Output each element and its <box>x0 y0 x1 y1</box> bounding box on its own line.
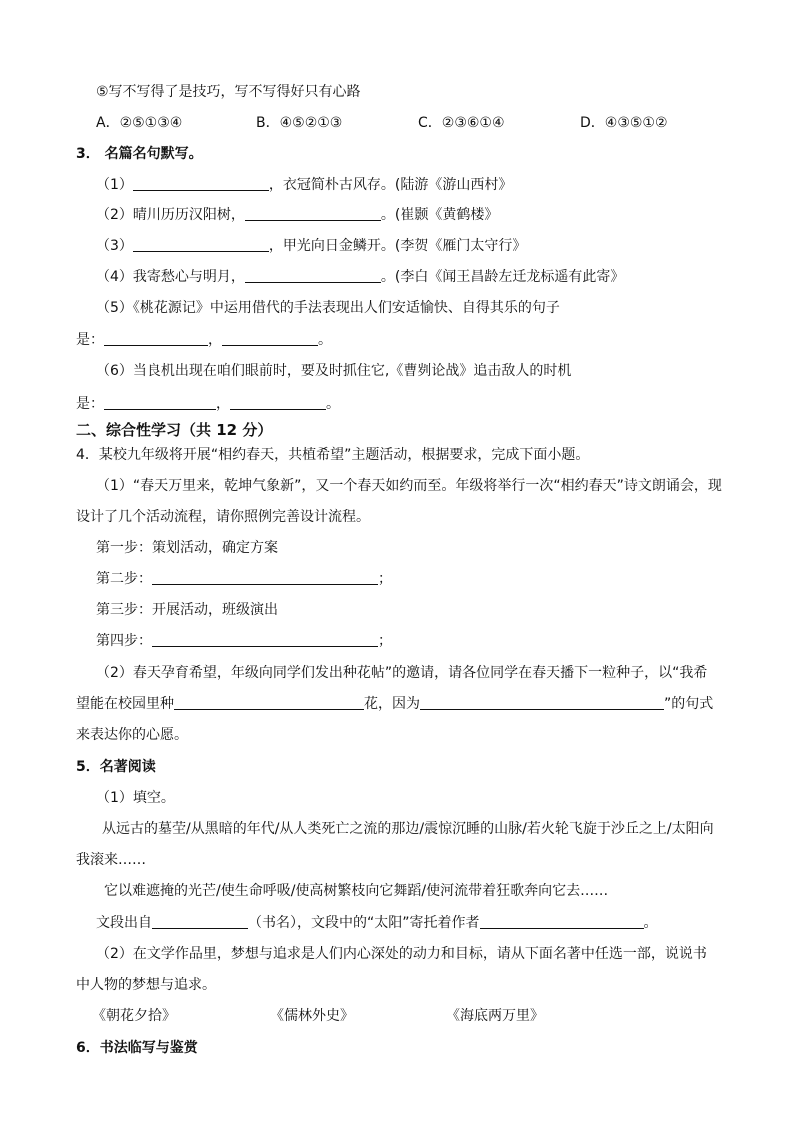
q4-step4: 第四步： ； <box>96 633 392 649</box>
answer-blank[interactable] <box>104 394 216 410</box>
q3-item1: （1） ，衣冠简朴古风存。(陆游《游山西村》 <box>96 177 513 193</box>
q6-title: 6．书法临写与鉴赏 <box>76 1040 198 1056</box>
q2-option-a: A．②⑤①③④ <box>96 115 183 131</box>
q4-intro: 4．某校九年级将开展“相约春天，共植希望”主题活动，根据要求，完成下面小题。 <box>76 447 590 463</box>
q5-poem-line3: 它以难遮掩的光芒/使生命呼吸/使高树繁枝向它舞蹈/使河流带着狂歌奔向它去…… <box>104 883 609 899</box>
q3-item5-text: （5）《桃花源记》中运用借代的手法表现出人们安适愉快、自得其乐的句子 <box>96 300 560 316</box>
q2-option-d: D．④③⑤①② <box>580 115 668 131</box>
answer-blank[interactable] <box>420 694 664 710</box>
answer-blank[interactable] <box>230 394 326 410</box>
q2-item5: ⑤写不写得了是技巧，写不写得好只有心路 <box>96 84 361 100</box>
q2-option-c: C．②③⑥①④ <box>418 115 505 131</box>
answer-blank[interactable] <box>480 913 644 929</box>
answer-blank[interactable] <box>152 631 378 647</box>
answer-blank[interactable] <box>174 694 364 710</box>
answer-blank[interactable] <box>133 175 269 191</box>
q4-p1-line1: （1）“春天万里来，乾坤气象新”，又一个春天如约而至。年级将举行一次“相约春天”诗文朗诵会，现 <box>96 478 722 494</box>
q3-item2: （2）晴川历历汉阳树， 。(崔颢《黄鹤楼》 <box>96 207 499 223</box>
q5-title: 5．名著阅读 <box>76 759 156 775</box>
answer-blank[interactable] <box>152 913 248 929</box>
answer-blank[interactable] <box>152 569 378 585</box>
q5-poem-line2: 我滚来…… <box>76 852 146 868</box>
answer-blank[interactable] <box>245 205 381 221</box>
q4-p2-line3: 来表达你的心愿。 <box>76 727 188 743</box>
q3-item6-answer: 是： ， 。 <box>76 396 340 412</box>
q4-p2-line2: 望能在校园里种 花，因为 ”的句式 <box>76 696 714 712</box>
answer-blank[interactable] <box>245 267 381 283</box>
q5-p1: （1）填空。 <box>96 790 175 806</box>
q5-book-2: 《儒林外史》 <box>270 1008 354 1024</box>
q3-item4: （4）我寄愁心与明月， 。(李白《闻王昌龄左迁龙标遥有此寄》 <box>96 269 625 285</box>
answer-blank[interactable] <box>104 330 208 346</box>
q4-step1: 第一步：策划活动，确定方案 <box>96 540 278 556</box>
q3-item6-text: （6）当良机出现在咱们眼前时，要及时抓住它,《曹刿论战》追击敌人的时机 <box>96 363 572 379</box>
answer-blank[interactable] <box>222 330 318 346</box>
q2-option-b: B．④⑤②①③ <box>256 115 343 131</box>
section2-title: 二、综合性学习（共 12 分） <box>76 421 273 439</box>
q5-poem-line1: 从远古的墓茔/从黑暗的年代/从人类死亡之流的那边/震惊沉睡的山脉/若火轮飞旋于沙丘之上/太阳向 <box>102 821 714 837</box>
q4-step3: 第三步：开展活动，班级演出 <box>96 602 278 618</box>
q5-book-1: 《朝花夕拾》 <box>92 1008 176 1024</box>
q5-p2-line2: 中人物的梦想与追求。 <box>76 977 216 993</box>
q4-p1-line2: 设计了几个活动流程，请你照例完善设计流程。 <box>76 509 370 525</box>
q4-p2-line1: （2）春天孕育希望，年级向同学们发出种花帖”的邀请，请各位同学在春天播下一粒种子，以“我希 <box>96 665 708 681</box>
q5-book-3: 《海底两万里》 <box>446 1008 544 1024</box>
q4-step2: 第二步： ； <box>96 571 392 587</box>
answer-blank[interactable] <box>133 236 269 252</box>
q5-p2-line1: （2）在文学作品里，梦想与追求是人们内心深处的动力和目标，请从下面名著中任选一部，说说书 <box>96 946 707 962</box>
q5-fill: 文段出自 （书名），文段中的“太阳”寄托着作者 。 <box>96 915 658 931</box>
q3-item3: （3） ，甲光向日金鳞开。(李贺《雁门太守行》 <box>96 238 527 254</box>
q3-item5-answer: 是： ， 。 <box>76 332 332 348</box>
q3-title: 3． 名篇名句默写。 <box>76 146 203 162</box>
